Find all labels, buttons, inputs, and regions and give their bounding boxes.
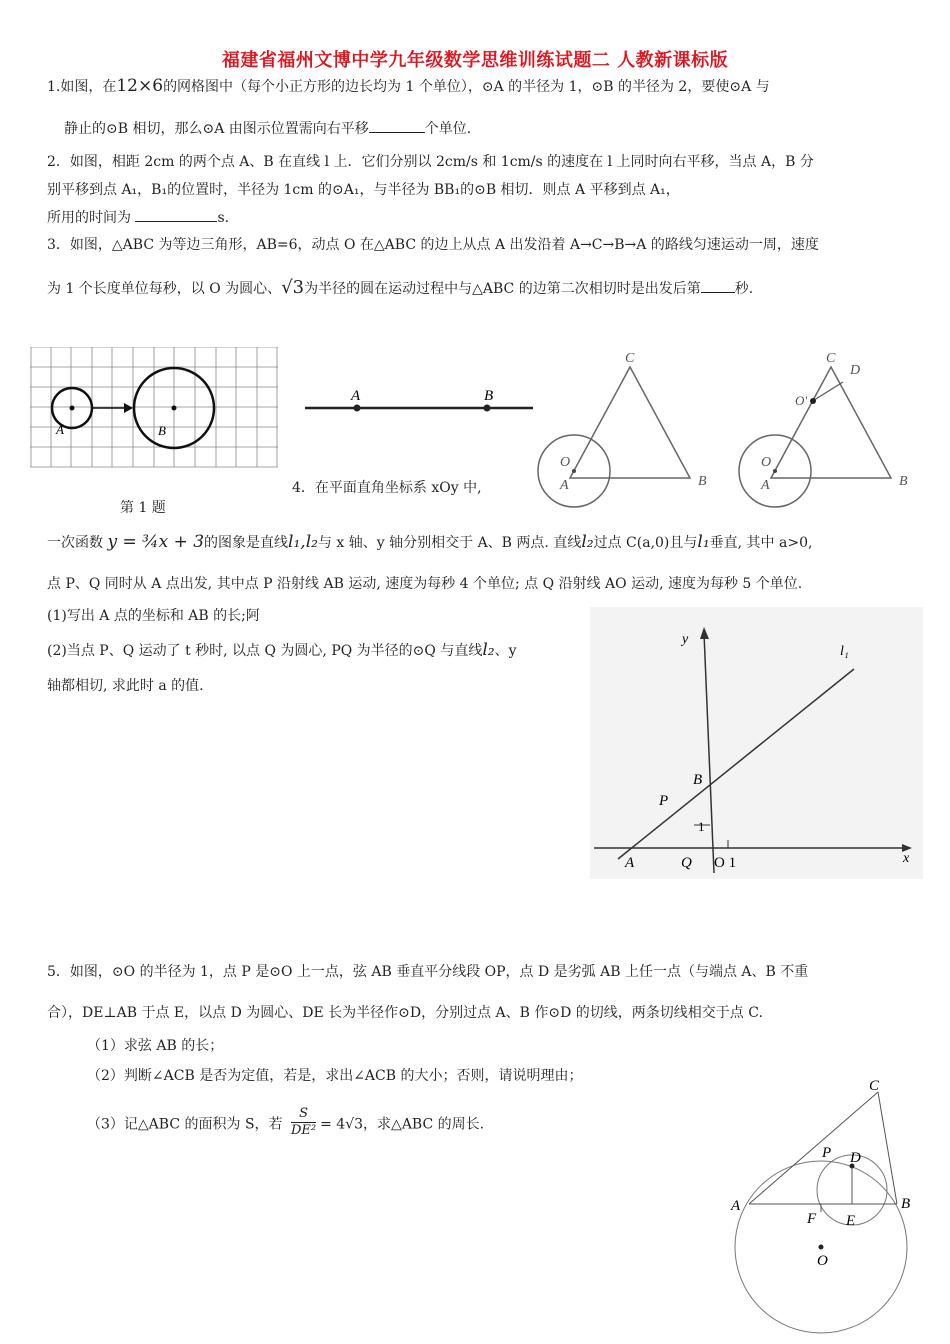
q4-line1	[47, 532, 812, 553]
tri1-label-a: A	[560, 478, 569, 493]
triangle-abc-2	[771, 367, 891, 478]
tri2-label-o-prime: O'	[795, 393, 808, 408]
q4-part2-text-b: 、y	[494, 643, 517, 659]
tri2-label-o: O	[761, 455, 772, 470]
graph-label-y: y	[682, 632, 689, 647]
q3-answer-blank[interactable]	[701, 278, 735, 293]
q3-text: 为 1 个长度单位每秒，以 O 为圆心、	[47, 281, 282, 297]
q4-intro: 4．在平面直角坐标系 xOy 中,	[292, 480, 482, 496]
q5-part2: （2）判断∠ACB 是否为定值，若是，求出∠ACB 的大小；否则，请说明理由；	[87, 1068, 583, 1084]
q4-part2-l2: l₂	[482, 640, 495, 660]
q4-part2-cont: 轴都相切, 求此时 a 的值.	[47, 678, 204, 694]
q3-sqrt3: √3	[281, 277, 305, 298]
q1-text-c: 静止的⊙B 相切，那么⊙A 由图示位置需向右平移	[64, 121, 369, 137]
q5-geometry-figure	[725, 1072, 925, 1340]
graph-background	[590, 607, 923, 879]
q4-text-b: 的图象是直线	[204, 535, 289, 551]
tri2-label-a: A	[761, 478, 770, 493]
graph-label-p: P	[659, 793, 669, 809]
q4-part2	[47, 640, 517, 661]
graph-label-one: 1	[698, 819, 705, 834]
graph-label-o1: O 1	[714, 855, 737, 871]
tangent-bc	[878, 1092, 897, 1204]
q4-line-l2: l₂	[581, 532, 594, 552]
line-label-b: B	[484, 388, 494, 404]
q4-lines-l1l2: l₁,l₂	[288, 532, 318, 552]
q4-equation: y = ¾x + 3	[107, 532, 205, 552]
q5-line1: 5．如图，⊙O 的半径为 1，点 P 是⊙O 上一点，弦 AB 垂直平分线段 OP，点 D 是劣弧 AB 上任一点（与端点 A、B 不重	[47, 964, 809, 980]
fig5-label-f: F	[807, 1211, 817, 1227]
q1-answer-blank[interactable]	[369, 118, 425, 133]
q5-part1: （1）求弦 AB 的长；	[87, 1038, 224, 1054]
q1-text-d: 个单位.	[424, 121, 472, 137]
q4-line2: 点 P、Q 同时从 A 点出发, 其中点 P 沿射线 AB 运动, 速度为每秒 4 个单位; 点 Q 沿射线 AO 运动, 速度为每秒 5 个单位.	[47, 576, 803, 592]
fig5-label-c: C	[869, 1078, 880, 1094]
q1-grid-size: 12×6	[116, 76, 164, 96]
q2-line2: 别平移到点 A₁，B₁的位置时，半径为 1cm 的⊙A₁，与半径为 BB₁的⊙B 相切．则点 A 平移到点 A₁，	[47, 182, 680, 198]
q5-equation: = 4√3	[320, 1116, 364, 1133]
q4-text-d: 过点 C(a,0)且与	[593, 535, 698, 551]
q2-answer-blank[interactable]	[135, 207, 217, 222]
q3-unit: 秒.	[734, 281, 754, 297]
fig1-caption: 第 1 题	[120, 500, 166, 516]
q1-text: 1.如图，在	[47, 79, 117, 95]
tri1-label-b: B	[698, 474, 707, 489]
q5-frac-num: S	[291, 1106, 316, 1123]
fig2-line-figure	[300, 385, 540, 425]
tangent-ac	[749, 1092, 878, 1204]
line-label-a: A	[351, 388, 361, 404]
q2-unit: s.	[217, 210, 230, 226]
q5-fraction	[291, 1106, 316, 1139]
segment-od	[811, 382, 843, 402]
q4-text-c: 与 x 轴、y 轴分别相交于 A、B 两点. 直线	[317, 535, 582, 551]
fig4-triangle-figure	[733, 345, 923, 510]
graph-label-b: B	[693, 772, 703, 788]
q4-line-l1: l₁	[697, 532, 710, 552]
fig5-label-d: D	[850, 1150, 861, 1166]
graph-label-x: x	[903, 851, 910, 866]
tri2-label-d: D	[850, 363, 861, 378]
q5-part3-text-b: ，求△ABC 的周长.	[363, 1116, 485, 1133]
fig5-label-a: A	[731, 1198, 741, 1214]
q3-text-b: 为半径的圆在运动过程中与△ABC 的边第二次相切时是出发后第	[304, 281, 701, 297]
q1-text-b: 的网格图中（每个小正方形的边长均为 1 个单位），⊙A 的半径为 1，⊙B 的半径为 2，要使⊙A 与	[163, 79, 770, 95]
tri2-label-c: C	[826, 351, 836, 366]
fig5-label-p: P	[822, 1145, 832, 1161]
fig3-triangle-figure	[532, 345, 722, 510]
fig1-grid-figure	[30, 347, 280, 469]
fig5-label-e: E	[846, 1213, 856, 1229]
q5-line2: 合），DE⊥AB 于点 E，以点 D 为圆心、DE 长为半径作⊙D，分别过点 A、B 作⊙D 的切线，两条切线相交于点 C.	[47, 1005, 763, 1021]
graph-label-q: Q	[681, 855, 692, 871]
graph-label-l1: l₁	[840, 644, 849, 659]
q4-text: 一次函数	[47, 535, 103, 551]
q4-part1: (1)写出 A 点的坐标和 AB 的长;阿	[47, 608, 260, 624]
fig5-label-o: O	[817, 1253, 828, 1269]
q4-coordinate-graph	[590, 607, 923, 879]
q2-text: 所用的时间为	[47, 210, 131, 226]
grid-label-a: A	[56, 422, 64, 437]
tri1-label-c: C	[625, 351, 635, 366]
q5-frac-den: DE²	[291, 1123, 317, 1138]
q2-line3	[47, 207, 229, 228]
q4-part2-text: (2)当点 P、Q 运动了 t 秒时, 以点 Q 为圆心, PQ 为半径的⊙Q 与直线	[47, 643, 483, 659]
q2-line1: 2．如图，相距 2cm 的两个点 A、B 在直线 l 上．它们分别以 2cm/s 和 1cm/s 的速度在 l 上同时向右平移，当点 A，B 分	[47, 154, 814, 170]
q5-part3	[87, 1108, 484, 1141]
page-title: 福建省福州文博中学九年级数学思维训练试题二 人教新课标版	[221, 50, 729, 71]
graph-label-a: A	[625, 855, 635, 871]
fig5-label-b: B	[901, 1196, 911, 1212]
tri2-label-b: B	[899, 474, 908, 489]
q1-line1	[47, 76, 770, 97]
tri1-label-o: O	[560, 455, 571, 470]
q5-part3-text: （3）记△ABC 的面积为 S，若	[87, 1116, 283, 1133]
q1-line2	[64, 118, 471, 139]
triangle-abc	[570, 367, 690, 478]
q3-line1: 3．如图，△ABC 为等边三角形，AB=6，动点 O 在△ABC 的边上从点 A 出发沿着 A→C→B→A 的路线匀速运动一周，速度	[47, 237, 819, 253]
grid-lines	[30, 347, 278, 467]
q3-line2	[47, 278, 753, 299]
grid-label-b: B	[158, 423, 166, 438]
q4-text-e: 垂直, 其中 a>0,	[709, 535, 813, 551]
